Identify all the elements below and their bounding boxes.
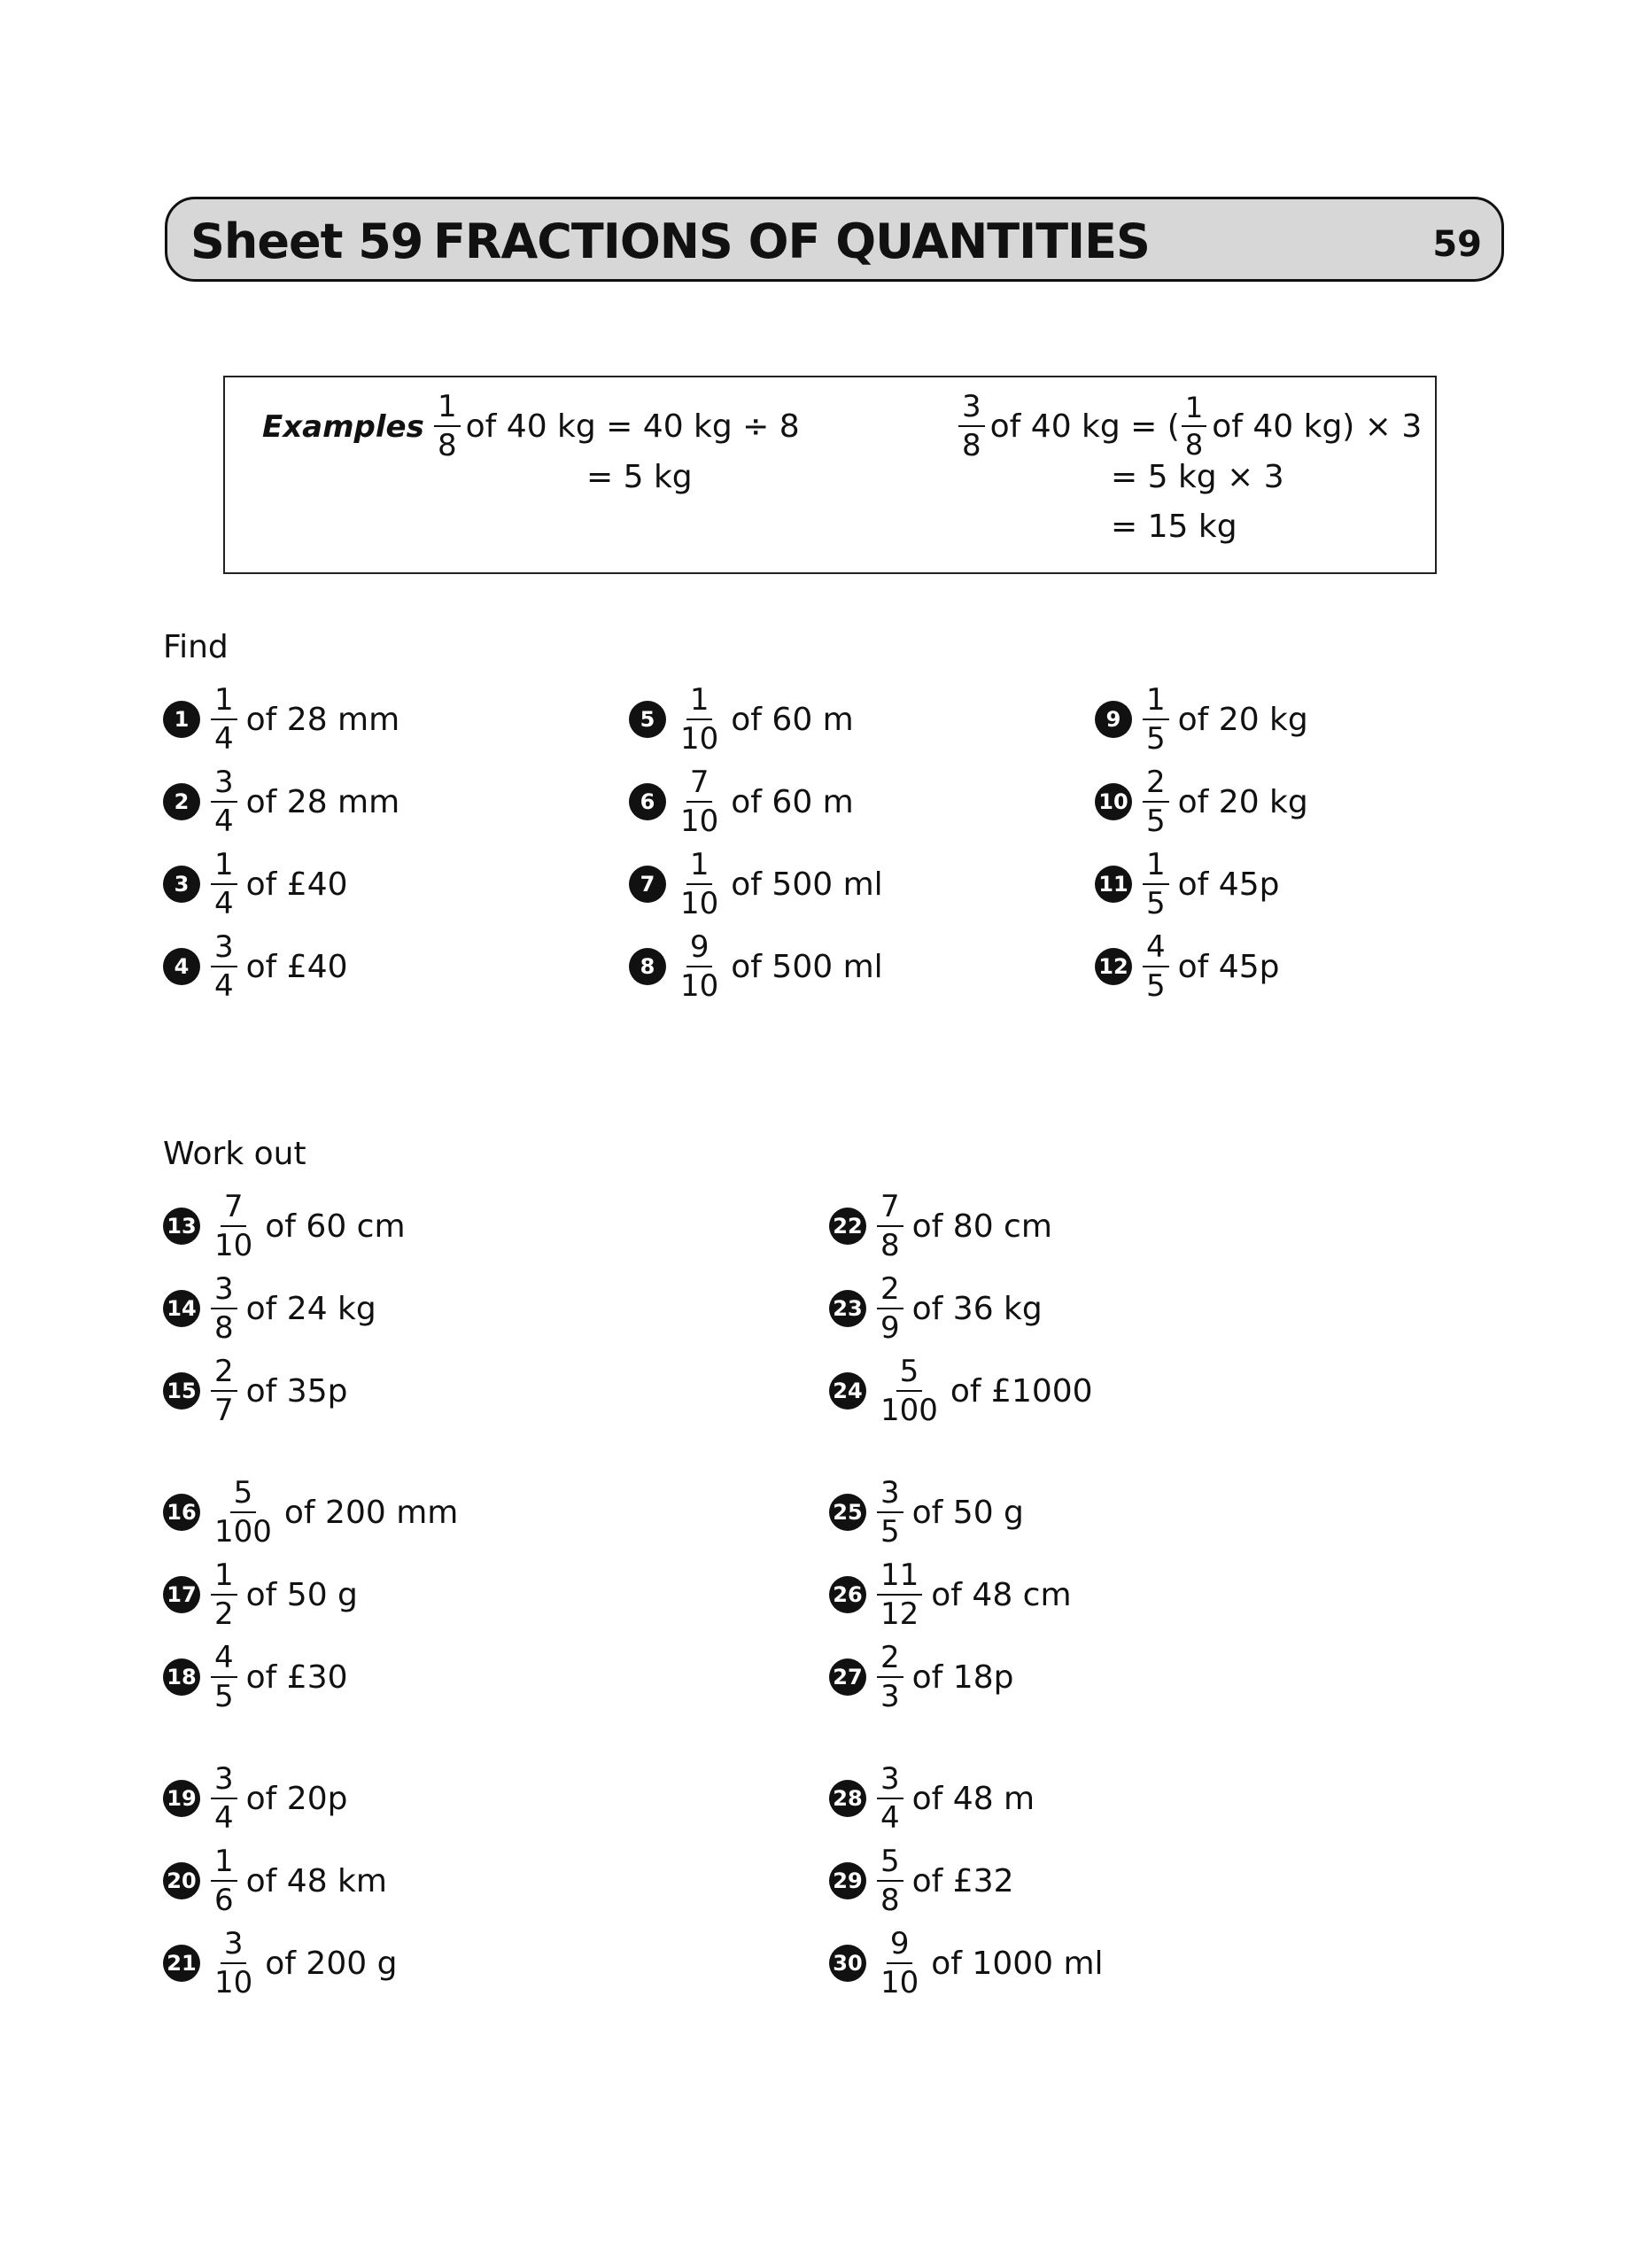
fraction-numerator: 1 [211,1560,237,1596]
question-fraction [677,682,722,757]
question-quantity: of £32 [911,1862,1014,1899]
question-number-badge: 26 [829,1576,866,1613]
question-quantity: of 48 m [911,1780,1035,1817]
question-fraction [877,1761,903,1836]
example-2-text-a: of 40 kg = ( [989,408,1180,445]
fraction-numerator: 1 [1143,850,1169,885]
question [829,1928,1104,1999]
fraction-numerator: 4 [1143,932,1169,967]
fraction-numerator: 3 [211,932,237,967]
fraction-denominator: 5 [1146,886,1166,921]
question-expression [209,682,400,757]
fraction-denominator: 3 [880,1679,900,1714]
question-fraction [1143,765,1169,839]
fraction-denominator: 12 [880,1596,919,1632]
question-fraction [211,1926,256,2000]
fraction-denominator: 8 [880,1883,900,1918]
question-fraction [211,765,237,839]
fraction-numerator: 3 [211,1764,237,1799]
fraction-denominator: 8 [214,1310,234,1346]
question [829,1845,1014,1916]
question-number-badge: 25 [829,1494,866,1531]
question-quantity: of £40 [245,948,348,985]
fraction-numerator: 5 [877,1846,903,1882]
fraction-denominator: 5 [1146,968,1166,1004]
workout-section-title: Work out [163,1136,306,1172]
question-number-badge: 30 [829,1945,866,1982]
question-number-badge: 11 [1095,866,1132,903]
question-expression [675,682,854,757]
question-quantity: of 48 cm [931,1576,1072,1613]
question-number-badge: 6 [629,783,666,820]
fraction-numerator: 3 [958,392,985,427]
fraction-numerator: 1 [434,392,461,427]
question [1095,931,1279,1002]
question-number-badge: 10 [1095,783,1132,820]
question-fraction [211,1354,237,1428]
question [163,1928,397,1999]
fraction-numerator: 3 [877,1764,903,1799]
example-2-line-3 [1111,509,1237,545]
question-number-badge: 15 [163,1372,200,1410]
question [829,1559,1072,1630]
example-2-inner-fraction [1182,391,1206,462]
question [163,684,399,755]
question-expression [675,765,854,839]
fraction-numerator: 3 [877,1478,903,1513]
fraction-denominator: 5 [880,1514,900,1550]
question-fraction [677,929,722,1004]
question-expression [209,1761,348,1836]
fraction-denominator: 10 [680,804,719,839]
question-expression [875,1640,1014,1714]
question-quantity: of £1000 [950,1372,1093,1410]
page-number: 59 [1432,224,1482,265]
question-expression [1141,929,1280,1004]
question-fraction [877,1354,942,1428]
question [629,931,883,1002]
fraction-numerator: 9 [686,932,713,967]
question-quantity: of 35p [245,1372,348,1410]
question-quantity: of 60 m [731,701,854,738]
question [1095,684,1308,755]
fraction-denominator: 10 [680,968,719,1004]
question-fraction [211,847,237,921]
fraction-numerator: 1 [686,850,713,885]
question-number-badge: 18 [163,1658,200,1696]
fraction-numerator: 7 [877,1192,903,1227]
question-fraction [211,1844,237,1918]
question-quantity: of £40 [245,866,348,903]
question-fraction [877,1557,922,1632]
fraction-numerator: 1 [211,685,237,720]
sheet-header [165,197,1504,282]
question [163,931,348,1002]
question-number-badge: 13 [163,1208,200,1245]
question [163,1273,376,1344]
fraction-numerator: 1 [1143,685,1169,720]
question-number-badge: 29 [829,1862,866,1899]
question [163,1355,347,1426]
question-fraction [677,765,722,839]
fraction-denominator: 10 [214,1228,253,1263]
question-expression [209,1475,459,1550]
fraction-numerator: 1 [686,685,713,720]
fraction-denominator: 8 [880,1228,900,1263]
question-fraction [877,1189,903,1263]
question-quantity: of 18p [911,1658,1014,1696]
example-1-line-1 [432,389,800,463]
fraction-denominator: 7 [214,1393,234,1428]
question [163,766,399,837]
question-expression [1141,765,1308,839]
question-quantity: of 36 kg [911,1290,1043,1327]
fraction-denominator: 10 [880,1965,919,2000]
question-quantity: of 500 ml [731,948,883,985]
question-number-badge: 2 [163,783,200,820]
fraction-numerator: 5 [230,1478,257,1513]
question-quantity: of 20p [245,1780,348,1817]
page-title: FRACTIONS OF QUANTITIES [433,214,1150,269]
fraction-denominator: 6 [214,1883,234,1918]
fraction-numerator: 5 [896,1356,923,1392]
fraction-numerator: 2 [1143,767,1169,803]
examples-label: Examples [262,409,424,445]
question-quantity: of 500 ml [731,866,883,903]
question-number-badge: 20 [163,1862,200,1899]
example-2-result: = 15 kg [1111,509,1237,545]
question-number-badge: 8 [629,948,666,985]
fraction-numerator: 3 [211,1274,237,1309]
question-expression [1141,682,1308,757]
question-quantity: of 200 g [265,1945,398,1982]
question-quantity: of 20 kg [1177,783,1308,820]
question-quantity: of 24 kg [245,1290,376,1327]
fraction-numerator: 1 [211,1846,237,1882]
question-expression [209,765,400,839]
question-expression [875,1761,1035,1836]
question-number-badge: 5 [629,701,666,738]
example-2-step: = 5 kg × 3 [1111,459,1284,495]
fraction-denominator: 8 [438,428,457,463]
question-expression [875,1271,1043,1346]
question-number-badge: 12 [1095,948,1132,985]
question-number-badge: 9 [1095,701,1132,738]
question-quantity: of 48 km [245,1862,387,1899]
question-expression [209,1354,348,1428]
fraction-numerator: 3 [211,767,237,803]
question-number-badge: 27 [829,1658,866,1696]
question-expression [209,929,348,1004]
question [163,1845,387,1916]
question-expression [875,1189,1052,1263]
fraction-denominator: 8 [1184,428,1204,462]
question [629,684,854,755]
fraction-denominator: 10 [680,886,719,921]
question-quantity: of 50 g [245,1576,358,1613]
question-number-badge: 17 [163,1576,200,1613]
fraction-denominator: 5 [214,1679,234,1714]
fraction-denominator: 100 [880,1393,938,1428]
fraction-numerator: 3 [221,1929,247,1964]
fraction-denominator: 9 [880,1310,900,1346]
question-fraction [1143,847,1169,921]
question-fraction [877,1271,903,1346]
question [829,1642,1013,1713]
question-fraction [1143,682,1169,757]
question-number-badge: 3 [163,866,200,903]
fraction-denominator: 4 [214,1800,234,1836]
example-1-line-2 [586,459,693,495]
question-quantity: of 50 g [911,1494,1024,1531]
question-expression [209,1271,376,1346]
fraction-numerator: 1 [211,850,237,885]
question-fraction [211,1189,256,1263]
question-expression [209,1844,387,1918]
question [829,1763,1035,1834]
fraction-numerator: 1 [1182,393,1206,427]
question [629,766,854,837]
question-fraction [211,1475,275,1550]
question-expression [209,1189,406,1263]
question-quantity: of 28 mm [245,701,400,738]
question-number-badge: 16 [163,1494,200,1531]
fraction-denominator: 8 [962,428,981,463]
example-1-fraction [434,389,461,463]
question-quantity: of 28 mm [245,783,400,820]
question-number-badge: 22 [829,1208,866,1245]
question [629,849,883,920]
question-quantity: of 45p [1177,948,1280,985]
question-number-badge: 7 [629,866,666,903]
example-1-text: of 40 kg = 40 kg ÷ 8 [465,408,800,445]
fraction-denominator: 5 [1146,804,1166,839]
examples-box [223,376,1437,574]
question [163,1477,458,1548]
question-fraction [1143,929,1169,1004]
question-fraction [877,1640,903,1714]
fraction-denominator: 2 [214,1596,234,1632]
question-quantity: of 1000 ml [931,1945,1104,1982]
fraction-denominator: 4 [214,886,234,921]
fraction-denominator: 5 [1146,721,1166,757]
question-number-badge: 28 [829,1780,866,1817]
fraction-denominator: 10 [214,1965,253,2000]
question [829,1191,1052,1262]
question-expression [875,1844,1014,1918]
fraction-denominator: 4 [214,968,234,1004]
question-number-badge: 24 [829,1372,866,1410]
question [829,1477,1024,1548]
question [829,1273,1043,1344]
question-expression [209,1926,398,2000]
question-expression [875,1475,1024,1550]
question-number-badge: 14 [163,1290,200,1327]
question-expression [875,1354,1093,1428]
fraction-numerator: 4 [211,1643,237,1678]
example-2-line-1 [957,389,1423,463]
fraction-numerator: 7 [686,767,713,803]
question-fraction [211,1640,237,1714]
question-quantity: of 45p [1177,866,1280,903]
question-fraction [677,847,722,921]
fraction-numerator: 2 [877,1643,903,1678]
question-number-badge: 19 [163,1780,200,1817]
question-fraction [877,1926,922,2000]
fraction-numerator: 9 [887,1929,913,1964]
fraction-denominator: 100 [214,1514,272,1550]
example-2-fraction [958,389,985,463]
question-quantity: of 60 m [731,783,854,820]
question-expression [875,1557,1072,1632]
question-fraction [211,929,237,1004]
example-1-result: = 5 kg [586,459,693,495]
question [1095,766,1308,837]
question-expression [1141,847,1280,921]
question-fraction [211,1557,237,1632]
question-number-badge: 21 [163,1945,200,1982]
question-expression [675,929,883,1004]
fraction-numerator: 2 [211,1356,237,1392]
question-quantity: of 200 mm [283,1494,459,1531]
question-fraction [211,1271,237,1346]
question-fraction [211,1761,237,1836]
fraction-denominator: 10 [680,721,719,757]
question [1095,849,1279,920]
question-quantity: of 20 kg [1177,701,1308,738]
fraction-denominator: 4 [214,721,234,757]
question-quantity: of 80 cm [911,1208,1052,1245]
example-2-text-b: of 40 kg) × 3 [1212,408,1423,445]
question [163,849,348,920]
question-fraction [877,1475,903,1550]
fraction-numerator: 7 [221,1192,247,1227]
fraction-numerator: 2 [877,1274,903,1309]
sheet-label: Sheet 59 [190,214,423,269]
question-expression [675,847,883,921]
question [829,1355,1093,1426]
question-fraction [877,1844,903,1918]
question-number-badge: 23 [829,1290,866,1327]
fraction-denominator: 4 [214,804,234,839]
question-expression [209,1557,358,1632]
question-expression [209,1640,348,1714]
question [163,1763,347,1834]
question-expression [209,847,348,921]
example-2-line-2 [1111,459,1284,495]
question-quantity: of £30 [245,1658,348,1696]
find-section-title: Find [163,629,229,665]
question-quantity: of 60 cm [265,1208,406,1245]
fraction-denominator: 4 [880,1800,900,1836]
question [163,1191,406,1262]
question [163,1642,348,1713]
question-number-badge: 4 [163,948,200,985]
question-number-badge: 1 [163,701,200,738]
question-expression [875,1926,1104,2000]
fraction-numerator: 11 [877,1560,922,1596]
question [163,1559,358,1630]
question-fraction [211,682,237,757]
